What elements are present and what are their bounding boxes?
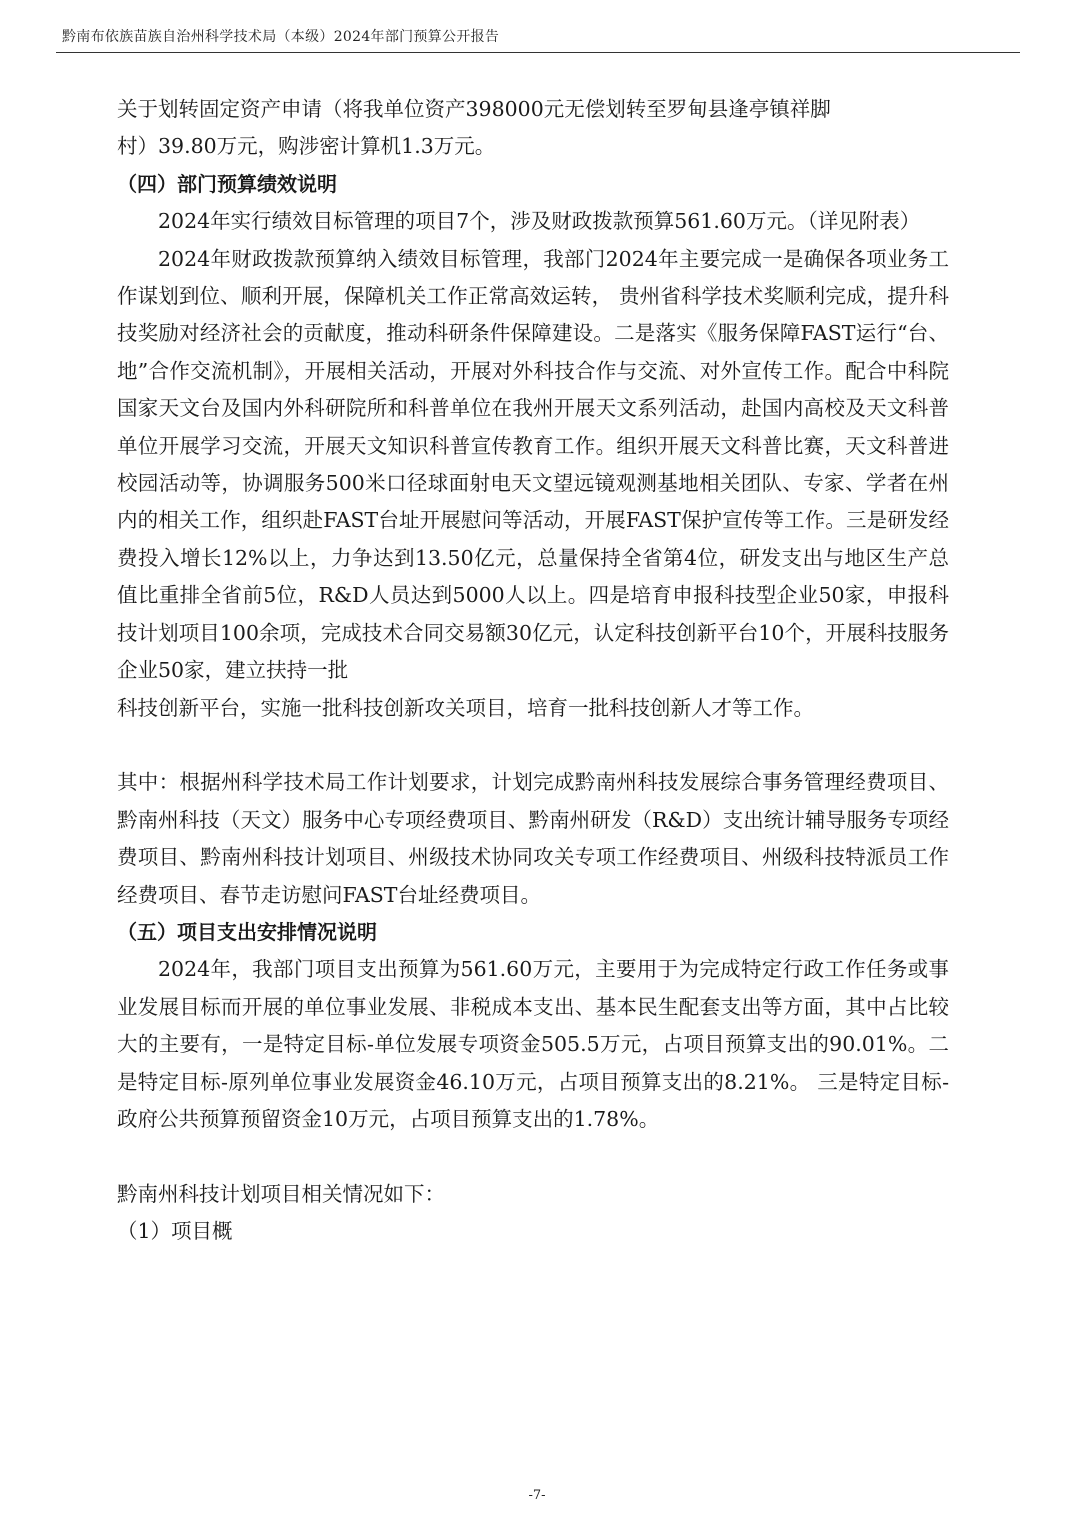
running-header: 黔南布依族苗族自治州科学技术局（本级）2024年部门预算公开报告 bbox=[62, 29, 500, 45]
paragraph-performance-goals-continued: 科技创新平台，实施一批科技创新攻关项目，培育一批科技创新人才等工作。 bbox=[117, 695, 814, 720]
section-heading-performance: （四）部门预算绩效说明 bbox=[117, 171, 337, 196]
paragraph-performance-goals: 2024年财政拨款预算纳入绩效目标管理，我部门2024年主要完成一是确保各项业务工作谋划到位、顺利开展，保障机关工作正常高效运转， 贵州省科学技术奖顺利完成，提升科技奖励对经济社会的贡献度，推动科研条件保障建设。二是落实《服务保障FAST运行“台、地”合作交流机制》，开展相关活动，开展对外科技合作与交流、对外宣传工作。配合中科院国家天文台及国内外科研院所和科普单位在我州开展天文系列活动，赴国内高校及天文科普单位开展学习交流，开展天文知识科普宣传教育工作。组织开展天文科普比赛，天文科普进校园活动等，协调服务500米口径球面射电天文望远镜观测基地相关团队、专家、学者在州内的相关工作，组织赴FAST台址开展慰问等活动，开展FAST保护宣传等工作。三是研发经费投入增长12%以上，力争达到13.50亿元，总量保持全省第4位，研发支出与地区生产总值比重排全省前5位，R&D人员达到5000人以上。四是培育申报科技型企业50家，申报科技计划项目100余项，完成技术合同交易额30亿元，认定科技创新平台10个，开展科技服务企业50家，建立扶持一批 bbox=[117, 246, 949, 683]
document-body bbox=[117, 91, 949, 1251]
header-divider bbox=[56, 52, 1020, 53]
paragraph-plan-intro: 黔南州科技计划项目相关情况如下： bbox=[117, 1181, 445, 1206]
blank-line bbox=[117, 1138, 949, 1175]
paragraph-project-expense: 2024年，我部门项目支出预算为561.60万元，主要用于为完成特定行政工作任务或事业发展目标而开展的单位事业发展、非税成本支出、基本民生配套支出等方面，其中占比较大的主要有，一是特定目标-单位发展专项资金505.5万元，占项目预算支出的90.01%。二是特定目标-原列单位事业发展资金46.10万元，占项目预算支出的8.21%。 三是特定目标-政府公共预算预留资金10万元，占项目预算支出的1.78%。 bbox=[117, 957, 949, 1131]
paragraph-project-overview: （1）项目概 bbox=[117, 1219, 233, 1244]
paragraph-asset-transfer bbox=[117, 91, 949, 166]
asset-transfer-line-2: 村）39.80万元，购涉密计算机1.3万元。 bbox=[117, 134, 496, 159]
paragraph-performance-projects: 2024年实行绩效目标管理的项目7个，涉及财政拨款预算561.60万元。（详见附表） bbox=[158, 209, 921, 234]
paragraph-project-list: 其中：根据州科学技术局工作计划要求，计划完成黔南州科技发展综合事务管理经费项目、黔南州科技（天文）服务中心专项经费项目、黔南州研发（R&D）支出统计辅导服务专项经费项目、黔南州科技计划项目、州级技术协同攻关专项工作经费项目、州级科技特派员工作经费项目、春节走访慰问FAST台址经费项目。 bbox=[117, 770, 949, 907]
section-heading-project-expense: （五）项目支出安排情况说明 bbox=[117, 919, 377, 944]
blank-line bbox=[117, 727, 949, 764]
asset-transfer-line-1: 关于划转固定资产申请（将我单位资产398000元无偿划转至罗甸县逢亭镇祥脚 bbox=[117, 97, 831, 121]
page-number: -7- bbox=[528, 1488, 546, 1503]
